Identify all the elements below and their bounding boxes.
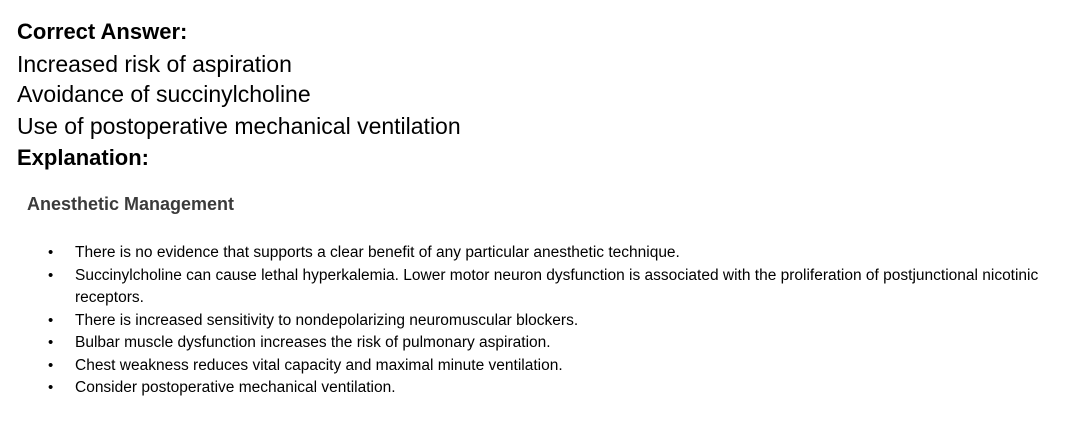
bullet-icon: • (48, 356, 54, 374)
list-item-text: Chest weakness reduces vital capacity and maximal minute ventilation. (75, 356, 563, 374)
list-item-text: There is increased sensitivity to nondepolarizing neuromuscular blockers. (75, 311, 579, 329)
bullet-list (0, 242, 1068, 400)
bullet-icon: • (48, 311, 54, 329)
list-item (0, 332, 1068, 355)
answer-line-2: Avoidance of succinylcholine (17, 81, 311, 107)
list-item (0, 377, 1068, 400)
bullet-icon: • (48, 266, 54, 284)
answer-line-3: Use of postoperative mechanical ventilation (17, 113, 461, 139)
bullet-icon: • (48, 244, 54, 261)
list-item (0, 265, 1068, 310)
list-item-text: Consider postoperative mechanical ventilation. (75, 379, 396, 396)
list-item (0, 355, 1068, 378)
answer-line-1: Increased risk of aspiration (17, 51, 292, 77)
bullet-icon: • (48, 334, 54, 351)
section-title: Anesthetic Management (27, 194, 235, 214)
list-item-text: There is no evidence that supports a clear benefit of any particular anesthetic technique. (75, 244, 680, 261)
bullet-icon: • (48, 379, 54, 396)
list-item (0, 242, 1068, 265)
correct-answer-heading: Correct Answer: (17, 19, 188, 44)
list-item (0, 310, 1068, 333)
list-item-text: Succinylcholine can cause lethal hyperkalemia. Lower motor neuron dysfunction is associated with the proliferation of postjunctional nicotinic receptors. (75, 266, 1039, 306)
explanation-heading: Explanation: (17, 145, 150, 170)
list-item-text: Bulbar muscle dysfunction increases the risk of pulmonary aspiration. (75, 334, 551, 351)
